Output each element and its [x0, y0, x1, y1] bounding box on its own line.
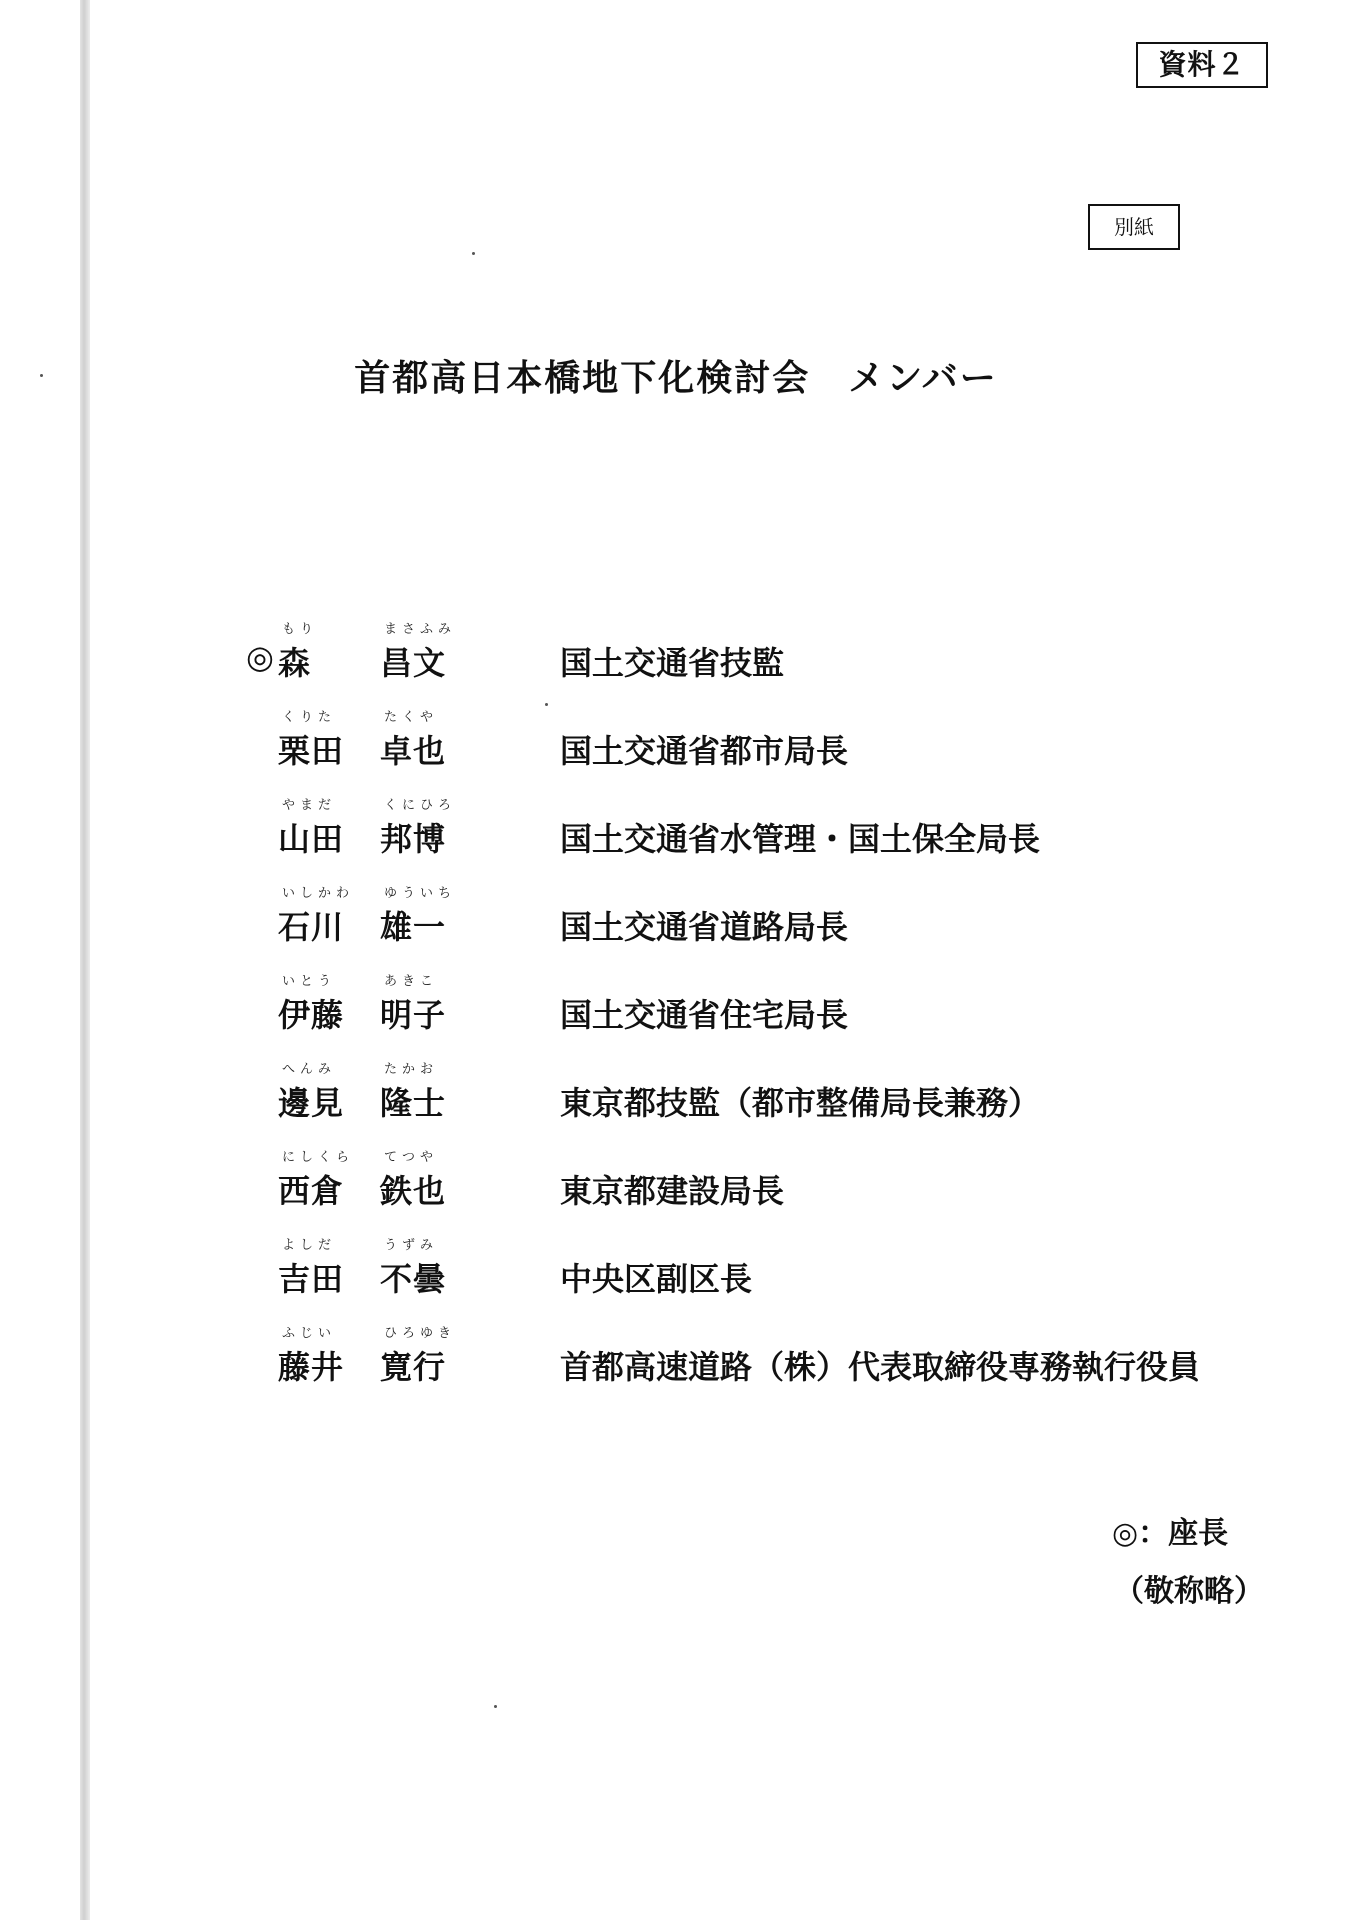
page-title: 首都高日本橋地下化検討会 メンバー [354, 358, 998, 399]
family-name: 栗田 [278, 732, 345, 770]
member-position: 国土交通省技監 [560, 644, 785, 682]
given-name: 雄一 [380, 908, 447, 946]
given-name: 卓也 [380, 732, 447, 770]
member-row [240, 1320, 1260, 1408]
given-name: 明子 [380, 996, 447, 1034]
member-position: 国土交通省住宅局長 [560, 996, 849, 1034]
given-name-reading: うずみ [384, 1238, 439, 1253]
member-row [240, 704, 1260, 792]
family-name-reading: やまだ [282, 798, 337, 813]
family-name: 石川 [278, 908, 345, 946]
member-row [240, 880, 1260, 968]
member-row [240, 1144, 1260, 1232]
given-name: 寛行 [380, 1348, 447, 1386]
member-position: 東京都建設局長 [560, 1172, 785, 1210]
family-name-reading: いしかわ [282, 886, 355, 901]
family-name: 吉田 [278, 1260, 345, 1298]
member-position: 中央区副区長 [560, 1260, 753, 1298]
family-name-reading: いとう [282, 974, 337, 989]
chair-legend: ◎：座長 [1112, 1516, 1229, 1551]
member-row [240, 1232, 1260, 1320]
family-name: 西倉 [278, 1172, 345, 1210]
given-name: 邦博 [380, 820, 447, 858]
family-name-reading: もり [282, 622, 319, 637]
family-name-reading: ふじい [282, 1326, 337, 1341]
member-list [240, 616, 1260, 1408]
member-position: 東京都技監（都市整備局長兼務） [560, 1084, 1041, 1122]
family-name: 邊見 [278, 1084, 345, 1122]
scan-speck [494, 1705, 497, 1708]
given-name-reading: たくや [384, 710, 439, 725]
given-name: 隆士 [380, 1084, 447, 1122]
given-name: 昌文 [380, 644, 447, 682]
member-position: 首都高速道路（株）代表取締役専務執行役員 [560, 1348, 1201, 1386]
given-name-reading: てつや [384, 1150, 439, 1165]
family-name: 伊藤 [278, 996, 345, 1034]
scan-speck [472, 252, 475, 255]
family-name: 山田 [278, 820, 345, 858]
member-row [240, 792, 1260, 880]
family-name-reading: にしくら [282, 1150, 355, 1165]
given-name-reading: ゆういち [384, 886, 457, 901]
member-position: 国土交通省水管理・国土保全局長 [560, 820, 1041, 858]
given-name-reading: まさふみ [384, 622, 457, 637]
member-row [240, 616, 1260, 704]
family-name-reading: へんみ [282, 1062, 337, 1077]
document-number-label: 資料２ [1136, 42, 1268, 88]
member-position: 国土交通省都市局長 [560, 732, 849, 770]
member-position: 国土交通省道路局長 [560, 908, 849, 946]
family-name-reading: よしだ [282, 1238, 337, 1253]
given-name-reading: あきこ [384, 974, 439, 989]
family-name-reading: くりた [282, 710, 337, 725]
scan-edge-shadow [80, 0, 90, 1920]
family-name: 森 [278, 644, 312, 682]
given-name: 不曇 [380, 1260, 447, 1298]
given-name-reading: ひろゆき [384, 1326, 457, 1341]
given-name: 鉄也 [380, 1172, 447, 1210]
attachment-label: 別紙 [1088, 204, 1180, 250]
family-name: 藤井 [278, 1348, 345, 1386]
member-row [240, 968, 1260, 1056]
given-name-reading: たかお [384, 1062, 439, 1077]
chair-mark: ◎ [246, 638, 275, 676]
member-row [240, 1056, 1260, 1144]
given-name-reading: くにひろ [384, 798, 457, 813]
honorific-note: （敬称略） [1114, 1574, 1264, 1609]
